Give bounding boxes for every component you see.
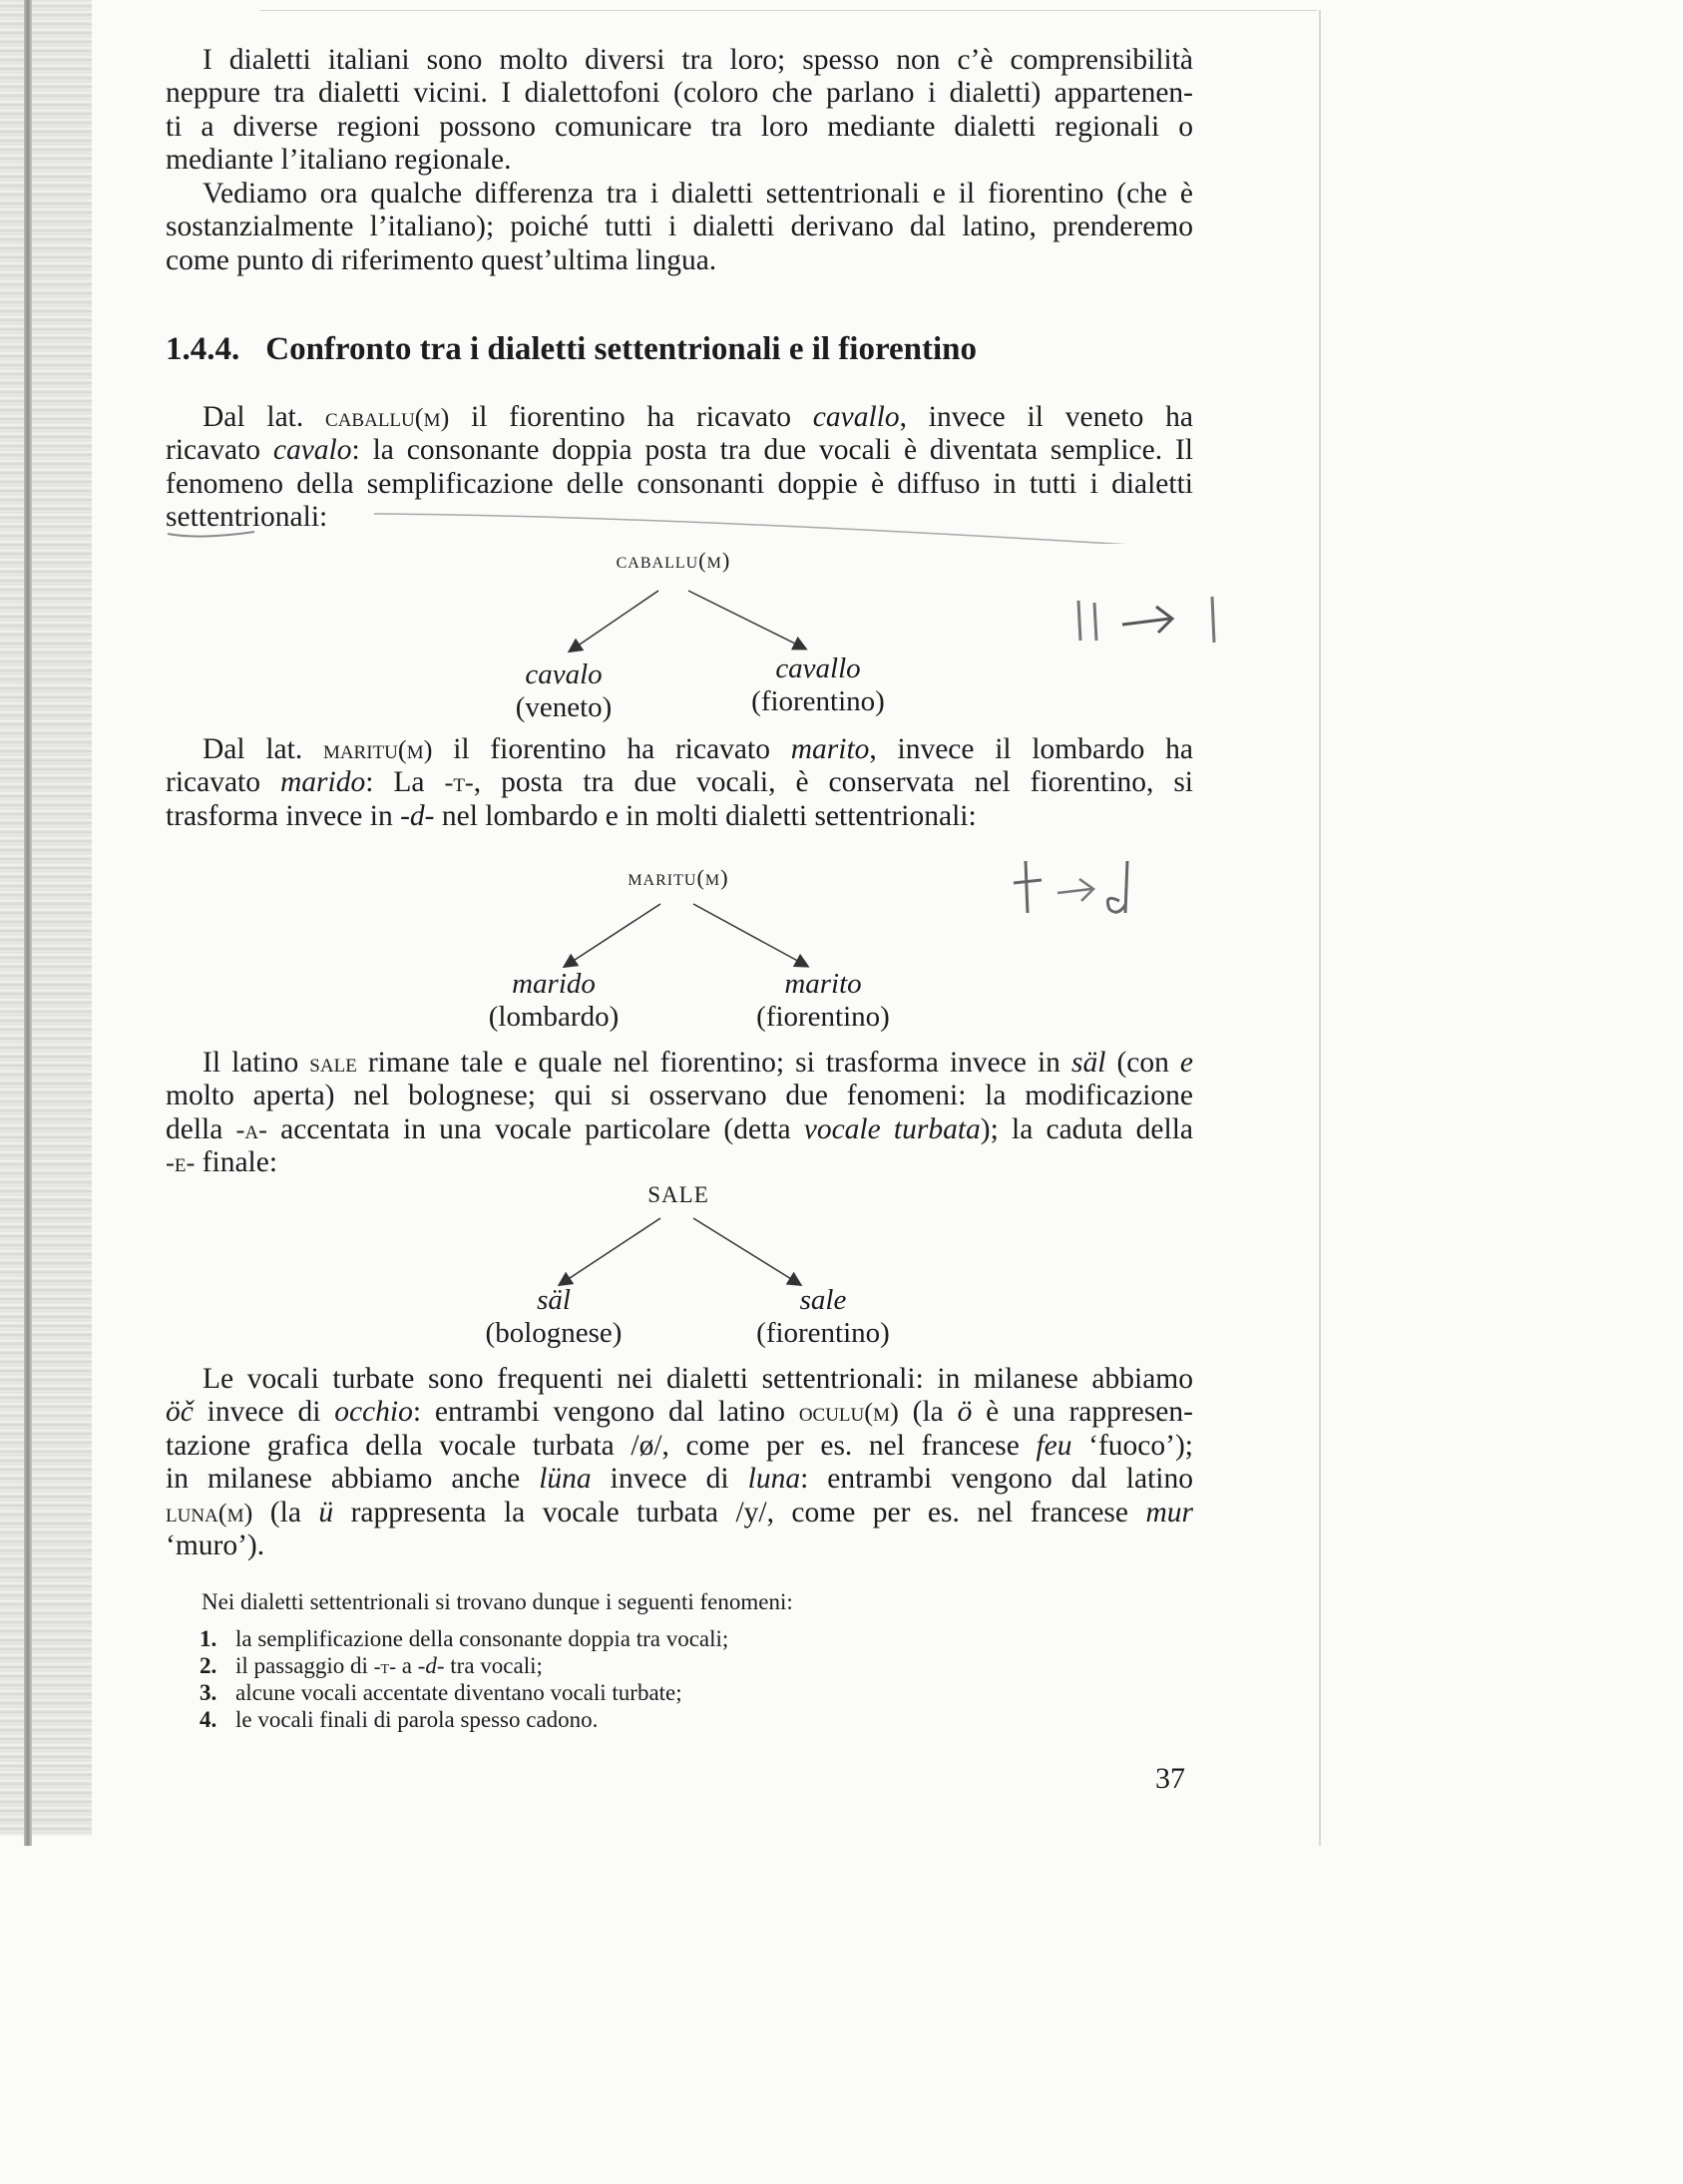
text-line: in milanese abbiamo anche lüna invece di luna: entrambi vengono dal latino — [166, 1463, 1193, 1496]
section-heading — [166, 331, 977, 368]
text-line: Dal lat. caballu(m) il fiorentino ha ricavato cavallo, invece il veneto ha — [203, 401, 1193, 433]
derivation-tree-caballu — [424, 547, 923, 746]
latin-term: -t- — [444, 767, 474, 798]
leaf-label: (lombardo) — [488, 1001, 620, 1033]
tree-leaf-right — [713, 1284, 933, 1350]
leaf-word: cavallo — [775, 653, 861, 684]
tree-leaf-right — [708, 653, 928, 718]
tree-leaf-left — [444, 1284, 663, 1350]
section-number: 1.4.4. — [166, 331, 240, 367]
page-top-edge — [259, 10, 1317, 11]
italic-term: säl — [1070, 1047, 1106, 1079]
latin-term: luna(m) — [166, 1497, 253, 1528]
tree-leaf-left — [454, 658, 673, 724]
leaf-label: (bolognese) — [485, 1317, 623, 1349]
leaf-word: marido — [512, 968, 596, 1000]
list-item: 3. alcune vocali accentate diventano vocali turbate; — [200, 1680, 682, 1705]
text-line: tazione grafica della vocale turbata /ø/, come per es. nel francese feu ‘fuoco’); — [166, 1429, 1193, 1462]
list-item: 1. la semplificazione della consonante doppia tra vocali; — [200, 1626, 729, 1651]
italic-term: -d- — [400, 799, 435, 832]
handwritten-note-t-to-d — [1008, 853, 1157, 923]
paragraph-vocali-turbate — [166, 1363, 1193, 1562]
tree-arrows — [429, 1182, 928, 1382]
leaf-word: cavalo — [525, 658, 603, 690]
paragraph-maritu — [166, 733, 1193, 833]
paragraph-intro — [166, 44, 1193, 178]
italic-term: cavallo — [812, 401, 900, 433]
latin-term: caballu(m) — [325, 402, 450, 432]
page-binding-shadow — [0, 0, 92, 1836]
text-line: neppure tra dialetti vicini. I dialettofoni (coloro che parlano i dialetti) appartenen- — [166, 77, 1193, 110]
text-line: ‘muro’). — [166, 1529, 265, 1561]
text-line: -e- finale: — [166, 1146, 278, 1179]
italic-term: marito — [790, 733, 870, 765]
page-right-edge — [1319, 10, 1321, 1846]
text-line: mediante l’italiano regionale. — [166, 144, 512, 177]
leaf-label: (fiorentino) — [756, 1001, 890, 1033]
italic-term: vocale turbata — [803, 1112, 981, 1145]
italic-term: marido — [279, 766, 366, 799]
text-line: come punto di riferimento quest’ultima lingua. — [166, 243, 717, 276]
page-binding-edge — [24, 0, 32, 1846]
latin-term: oculu(m) — [798, 1397, 899, 1428]
leaf-label: (fiorentino) — [751, 685, 885, 717]
latin-term: -a- — [235, 1113, 267, 1144]
paragraph-sale — [166, 1047, 1193, 1180]
svg-text:ll → l: ll → l — [1072, 589, 1075, 590]
leaf-label: (veneto) — [515, 691, 613, 723]
text-line: Vediamo ora qualche differenza tra i dialetti settentrionali e il fiorentino (che è — [203, 178, 1193, 210]
text-line: settentrionali: — [166, 501, 328, 534]
page-number: 37 — [1155, 1762, 1185, 1795]
latin-term: maritu(m) — [322, 734, 433, 764]
text-line: della -a- accentata in una vocale particolare (detta vocale turbata); la caduta della — [166, 1112, 1193, 1145]
text-line: fenomeno della semplificazione delle consonanti doppie è diffuso in tutti i dialetti — [166, 467, 1193, 500]
text-line: Dal lat. maritu(m) il fiorentino ha ricavato marito, invece il lombardo ha — [203, 733, 1193, 765]
handwritten-note-ll-to-l — [1072, 589, 1232, 649]
leaf-label: (fiorentino) — [756, 1317, 890, 1349]
summary-list — [200, 1626, 1197, 1733]
list-item: 4. le vocali finali di parola spesso cadono. — [200, 1706, 599, 1732]
summary-intro: Nei dialetti settentrionali si trovano dunque i seguenti fenomeni: — [202, 1589, 793, 1614]
leaf-word: säl — [537, 1284, 571, 1316]
tree-arrows — [429, 864, 928, 1064]
list-item: 2. il passaggio di -t- a -d- tra vocali; — [200, 1652, 543, 1678]
italic-term: cavalo — [272, 434, 352, 467]
tree-root: caballu(m) — [616, 548, 731, 573]
text-line: öč invece di occhio: entrambi vengono dal latino oculu(m) (la ö è una rappresen- — [166, 1396, 1193, 1429]
svg-text:t → d: t → d — [1008, 853, 1011, 854]
text-line: ricavato cavalo: la consonante doppia posta tra due vocali è diventata semplice. Il — [166, 434, 1194, 467]
leaf-word: marito — [784, 968, 862, 1000]
derivation-tree-maritu — [429, 864, 928, 1064]
derivation-tree-sale — [429, 1182, 928, 1382]
tree-leaf-left — [444, 968, 663, 1034]
section-title: Confronto tra i dialetti settentrionali e il fiorentino — [265, 331, 978, 367]
text-line: luna(m) (la ü rappresenta la vocale turbata /y/, come per es. nel francese mur — [166, 1496, 1193, 1529]
text-line: Le vocali turbate sono frequenti nei dialetti settentrionali: in milanese abbiamo — [203, 1363, 1193, 1395]
text-line: I dialetti italiani sono molto diversi tra loro; spesso non c’è comprensibilità — [203, 44, 1193, 76]
text-line: ricavato marido: La -t-, posta tra due vocali, è conservata nel fiorentino, si — [166, 766, 1194, 799]
text-line: ti a diverse regioni possono comunicare tra loro mediante dialetti regionali o — [166, 110, 1193, 143]
tree-root: maritu(m) — [628, 865, 729, 890]
paragraph-comparison-intro — [166, 178, 1193, 277]
text-line: trasforma invece in -d- nel lombardo e in molti dialetti settentrionali: — [166, 799, 977, 832]
tree-root: SALE — [647, 1182, 709, 1207]
latin-term: sale — [309, 1048, 357, 1078]
text-line: sostanzialmente l’italiano); poiché tutti i dialetti derivano dal latino, prenderemo — [166, 211, 1193, 243]
text-line: Il latino sale rimane tale e quale nel fiorentino; si trasforma invece in säl (con e — [203, 1047, 1194, 1079]
leaf-word: sale — [799, 1284, 847, 1316]
text-line: molto aperta) nel bolognese; qui si osservano due fenomeni: la modificazione — [166, 1080, 1193, 1112]
latin-term: -e- — [166, 1147, 196, 1178]
pencil-underline-mark — [160, 504, 1157, 544]
tree-leaf-right — [713, 968, 933, 1034]
